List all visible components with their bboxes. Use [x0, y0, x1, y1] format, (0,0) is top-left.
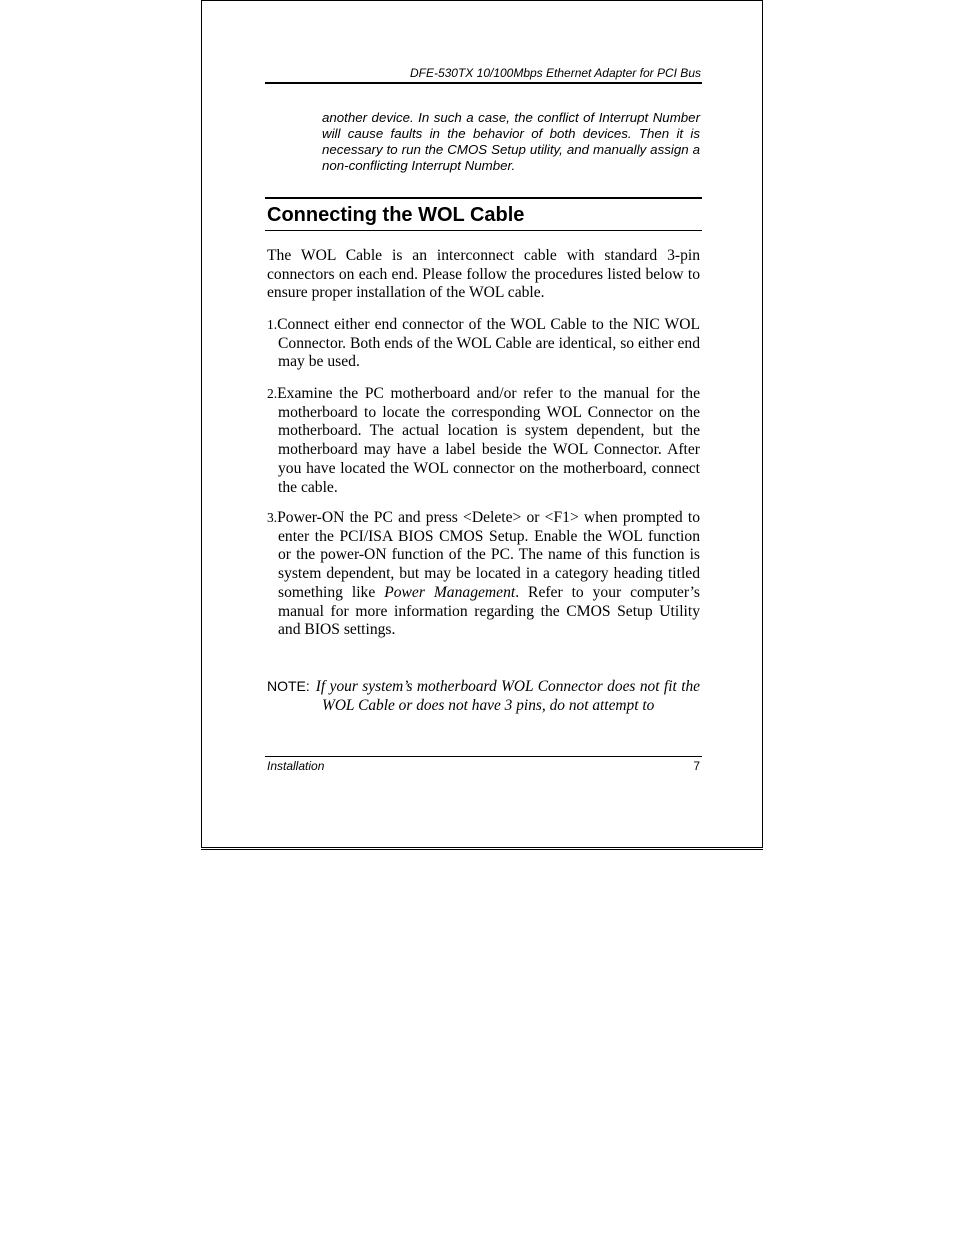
- continued-note: another device. In such a case, the conflict of Interrupt Number will cause faults in the behavior of both devices. Then it is necessary to run the CMOS Setup utility, and manually assign a non-conflicting Interrupt Number.: [322, 110, 700, 173]
- note-body: [267, 677, 700, 715]
- note-label: NOTE:: [267, 678, 310, 694]
- note-block: [267, 677, 700, 715]
- step-text-continued: . Refer to your computer’s manual for more information regarding the CMOS Setup Utility and BIOS settings.: [278, 583, 700, 639]
- running-header: DFE-530TX 10/100Mbps Ethernet Adapter for PCI Bus: [409, 66, 701, 80]
- section-rule-bottom: [265, 230, 702, 231]
- intro-paragraph: The WOL Cable is an interconnect cable with standard 3-pin connectors on each end. Please follow the procedures listed below to ensure proper installation of the WOL cable.: [267, 247, 700, 302]
- footer-page-number: 7: [693, 759, 700, 773]
- step-item: [267, 509, 700, 640]
- footer-chapter: Installation: [267, 759, 325, 773]
- step-number: 2.: [267, 386, 278, 401]
- note-text: If your system’s motherboard WOL Connector does not fit the WOL Cable or does not have 3 pins, do not attempt to: [315, 678, 700, 714]
- section-rule-top: [265, 197, 702, 199]
- step-item: [267, 385, 700, 497]
- step-item: [267, 316, 700, 372]
- step-text: Connect either end connector of the WOL Cable to the NIC WOL Connector. Both ends of the WOL Cable are identical, so either end may be used.: [277, 316, 700, 371]
- step-number: 1.: [267, 317, 278, 332]
- page-bottom-rule: [201, 849, 763, 850]
- step-text: Examine the PC motherboard and/or refer to the manual for the motherboard to locate the corresponding WOL Connector on the motherboard. The actual location is system dependent, but the motherboard may have a label beside the WOL Connector. After you have located the WOL connector on the motherboard, connect the cable.: [277, 385, 700, 496]
- step-emphasis: Power Management: [384, 583, 516, 601]
- header-rule: [265, 82, 702, 84]
- step-number: 3.: [267, 510, 278, 525]
- step-text: Power-ON the PC and press <Delete> or <F1> when prompted to enter the PCI/ISA BIOS CMOS Setup. Enable the WOL function or the power-ON function of the PC. The name of this function is system dependent, but may be located in a category heading titled something like: [277, 509, 700, 601]
- section-title: Connecting the WOL Cable: [267, 204, 525, 226]
- footer-rule: [265, 756, 702, 757]
